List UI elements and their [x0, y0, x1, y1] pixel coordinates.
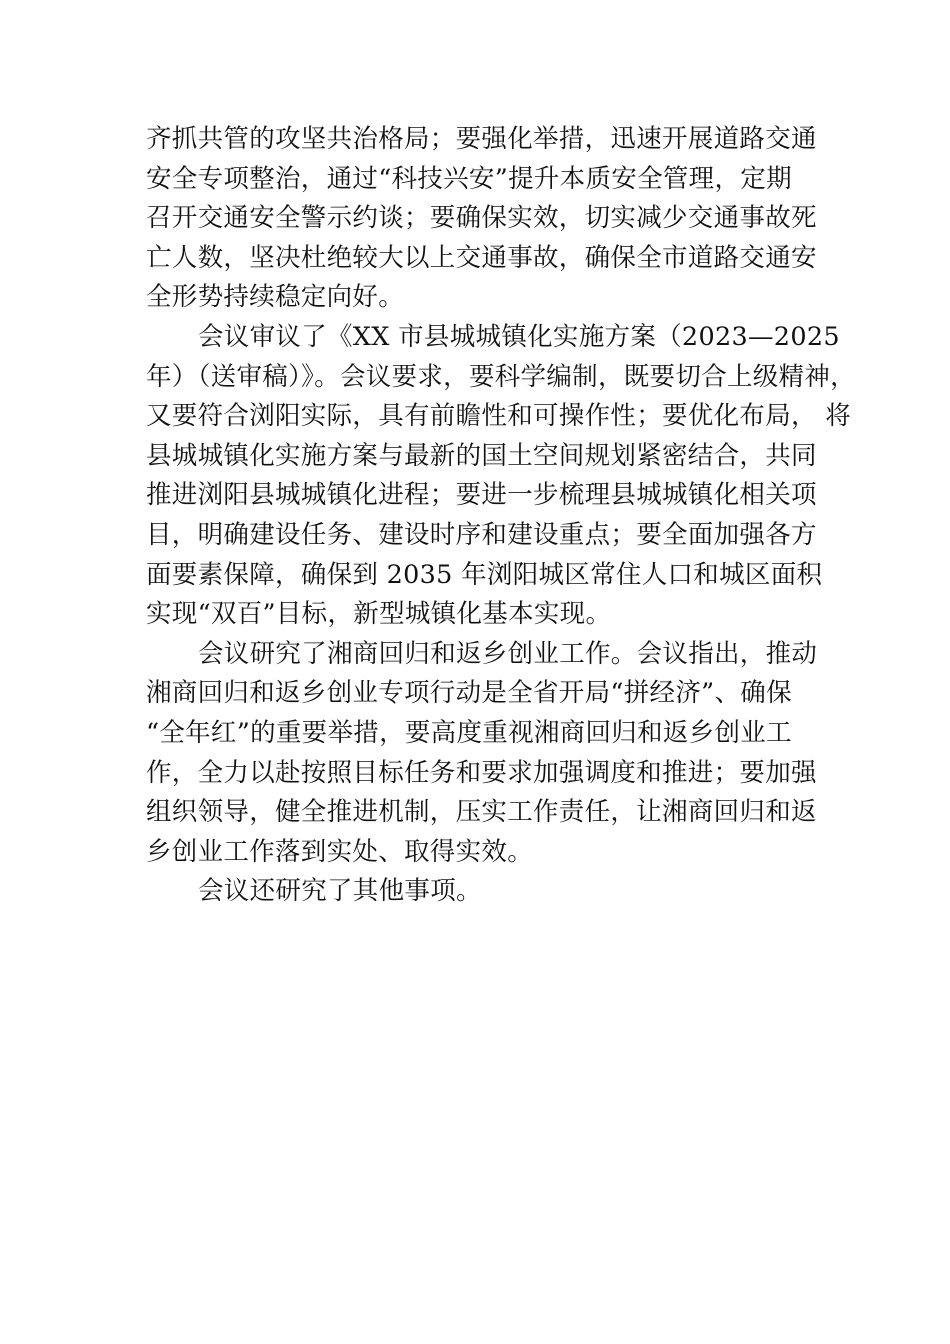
- text-line: 会议研究了湘商回归和返乡创业工作。会议指出，推动: [198, 638, 818, 669]
- text-line: 湘商回归和返乡创业专项行动是全省开局“拼经济”、确保: [146, 678, 792, 709]
- text-line: 亡人数，坚决杜绝较大以上交通事故，确保全市道路交通安: [146, 242, 817, 273]
- paragraph-urbanization-plan: [146, 318, 856, 635]
- text-line: 齐抓共管的攻坚共治格局；要强化举措，迅速开展道路交通: [146, 124, 817, 154]
- text-line: 安全专项整治，通过“科技兴安”提升本质安全管理，定期: [146, 163, 792, 194]
- paragraph-traffic-safety: [146, 120, 822, 318]
- text-line: 推进浏阳县城城镇化进程；要进一步梳理县城城镇化相关项: [146, 480, 817, 511]
- paragraph-hunan-merchants: [146, 635, 822, 873]
- text-line: 组织领导，健全推进机制，压实工作责任，让湘商回归和返: [146, 797, 817, 828]
- text-line: 作，全力以赴按照目标任务和要求加强调度和推进；要加强: [146, 757, 817, 788]
- text-line: 会议还研究了其他事项。: [198, 876, 482, 907]
- text-line: 县城城镇化实施方案与最新的国土空间规划紧密结合，共同: [146, 440, 817, 471]
- text-line: 会议审议了《XX 市县城城镇化实施方案（2023—2025: [198, 321, 840, 352]
- text-line: 全形势持续稳定向好。: [146, 282, 405, 313]
- text-line: 乡创业工作落到实处、取得实效。: [146, 836, 534, 867]
- text-line: 召开交通安全警示约谈；要确保实效，切实减少交通事故死: [146, 203, 817, 234]
- text-line: 年）（送审稿）》。会议要求，要科学编制，既要切合上级精神，: [146, 361, 856, 392]
- text-line: “全年红”的重要举措，要高度重视湘商回归和返乡创业工: [146, 717, 792, 748]
- text-line: 实现“双百”目标，新型城镇化基本实现。: [146, 599, 612, 630]
- text-line: 目，明确建设任务、建设时序和建设重点；要全面加强各方: [146, 519, 817, 550]
- text-line: 面要素保障，确保到 2035 年浏阳城区常住人口和城区面积: [146, 559, 823, 590]
- text-line: 又要符合浏阳实际，具有前瞻性和可操作性；要优化布局， 将: [146, 401, 852, 432]
- paragraph-other-matters: [146, 872, 822, 912]
- document-body: [146, 120, 856, 912]
